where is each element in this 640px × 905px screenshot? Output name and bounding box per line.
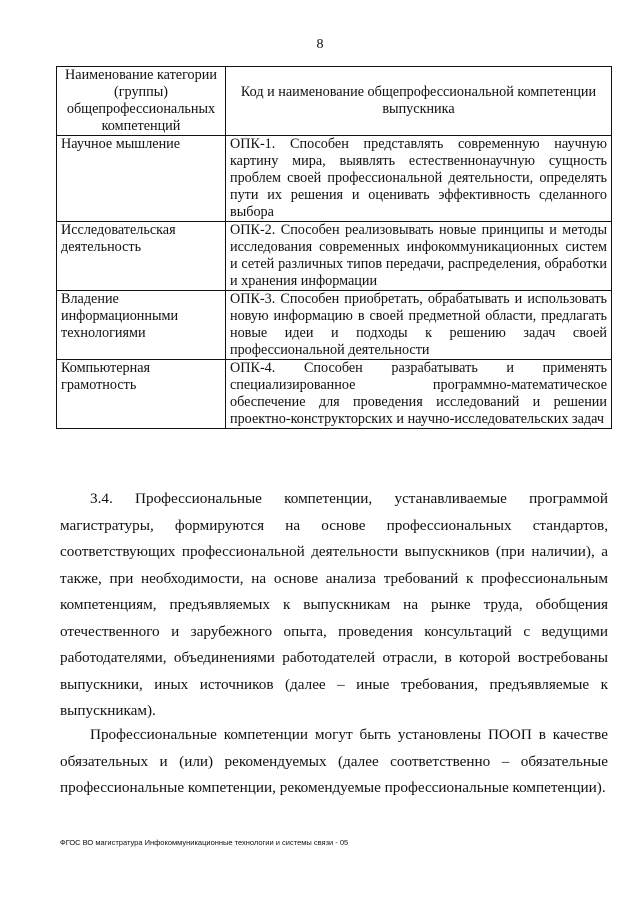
table-header-row (57, 67, 612, 136)
page-number: 8 (316, 37, 324, 52)
row-description: ОПК-4. Способен разрабатывать и применять специализированное программно-математическое обеспечение для проведения исследований и решении проектно-конструкторских и научно-исследовательских задач (226, 360, 612, 429)
table-row (57, 222, 612, 291)
row-category: Владение информационными технологиями (57, 291, 226, 360)
table-row (57, 291, 612, 360)
row-category: Научное мышление (57, 136, 226, 222)
header-category: Наименование категории (группы) общепрофессиональных компетенций (57, 67, 226, 136)
row-description: ОПК-3. Способен приобретать, обрабатывать и использовать новую информацию в своей предметной области, предлагать новые идеи и подходы к решению задач своей профессиональной деятельности (226, 291, 612, 360)
row-description: ОПК-1. Способен представлять современную научную картину мира, выявлять естественнонаучную сущность проблем своей профессиональной деятельности, определять пути их решения и оценивать эффективность сделанного выбора (226, 136, 612, 222)
row-description: ОПК-2. Способен реализовывать новые принципы и методы исследования современных инфокоммуникационных систем и сетей различных типов передачи, распределения, обработки и хранения информации (226, 222, 612, 291)
row-category: Компьютерная грамотность (57, 360, 226, 429)
table-row (57, 136, 612, 222)
header-code: Код и наименование общепрофессиональной компетенции выпускника (226, 67, 612, 136)
competencies-table (56, 66, 612, 429)
paragraph-professional-competencies: Профессиональные компетенции могут быть установлены ПООП в качестве обязательных и (или) рекомендуемых (далее соответственно – обязательные профессиональные компетенции, рекомендуемые профессиональные компетенции). (60, 726, 608, 796)
table-row (57, 360, 612, 429)
paragraph-3-4: 3.4. Профессиональные компетенции, устанавливаемые программой магистратуры, формируются на основе профессиональных стандартов, соответствующих профессиональной деятельности выпускников (при наличии), а также, при необходимости, на основе анализа требований к профессиональным компетенциям, предъявляемых к выпускникам на рынке труда, обобщения отечественного и зарубежного опыта, проведения консультаций с ведущими работодателями, объединениями работодателей отрасли, в которой востребованы выпускники, иных источников (далее – иные требования, предъявляемые к выпускникам). (60, 490, 608, 719)
row-category: Исследовательская деятельность (57, 222, 226, 291)
footer-note: ФГОС ВО магистратура Инфокоммуникационные технологии и системы связи - 05 (60, 838, 349, 847)
